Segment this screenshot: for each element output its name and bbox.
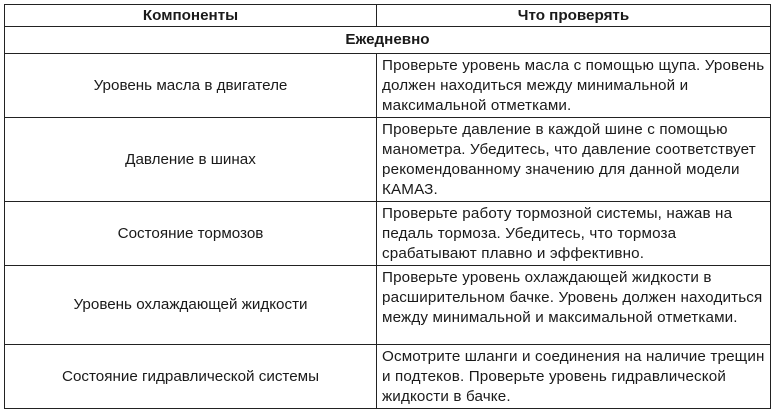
table-row [5,266,771,345]
component-cell: Давление в шинах [5,118,377,202]
component-cell: Состояние тормозов [5,202,377,266]
component-cell: Уровень масла в двигателе [5,54,377,118]
component-cell: Состояние гидравлической системы [5,345,377,409]
check-cell: Осмотрите шланги и соединения на наличие трещин и подтеков. Проверьте уровень гидравлической жидкости в бачке. [377,345,771,409]
table-row [5,345,771,409]
component-cell: Уровень охлаждающей жидкости [5,266,377,345]
section-row [5,27,771,54]
table-row [5,118,771,202]
check-cell: Проверьте уровень масла с помощью щупа. Уровень должен находиться между минимальной и максимальной отметками. [377,54,771,118]
check-cell: Проверьте работу тормозной системы, нажав на педаль тормоза. Убедитесь, что тормоза срабатывают плавно и эффективно. [377,202,771,266]
table-row [5,202,771,266]
section-label-daily: Ежедневно [5,27,771,54]
header-check: Что проверять [377,5,771,27]
check-cell: Проверьте давление в каждой шине с помощью манометра. Убедитесь, что давление соответствует рекомендованному значению для данной модели КАМАЗ. [377,118,771,202]
table-header-row [5,5,771,27]
check-cell: Проверьте уровень охлаждающей жидкости в расширительном бачке. Уровень должен находиться между минимальной и максимальной отметками. [377,266,771,345]
header-component: Компоненты [5,5,377,27]
maintenance-table [4,4,771,409]
table-row [5,54,771,118]
